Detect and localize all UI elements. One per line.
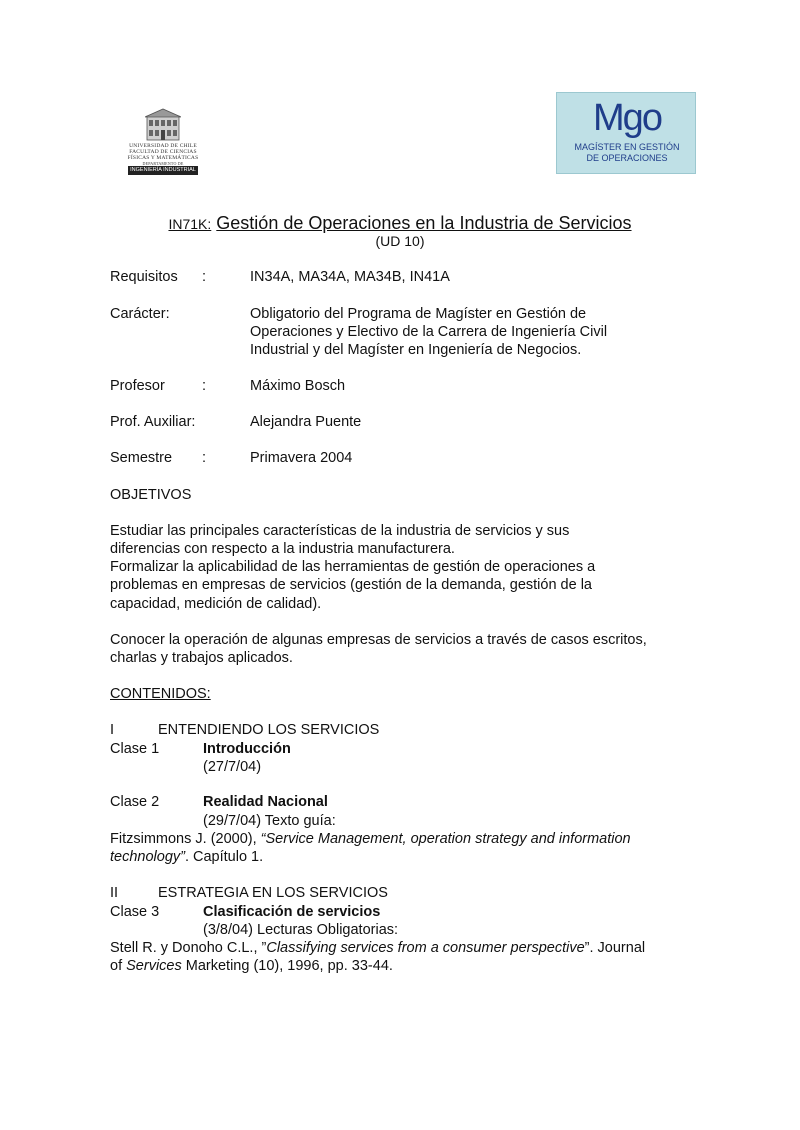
- university-logo: [120, 108, 206, 176]
- reference-title: Services: [126, 958, 182, 974]
- info-value: Máximo Bosch: [250, 378, 346, 394]
- info-label: Carácter:: [110, 306, 170, 322]
- objectives-line: Conocer la operación de algunas empresas de servicios a través de casos escritos,: [110, 632, 647, 648]
- course-units: (UD 10): [375, 233, 425, 249]
- class-date: (27/7/04): [203, 759, 262, 775]
- university-line: FÍSICAS Y MATEMÁTICAS: [127, 155, 199, 161]
- info-value: Alejandra Puente: [250, 414, 362, 430]
- info-label: Prof. Auxiliar:: [110, 414, 196, 430]
- reference-title: technology”: [110, 849, 185, 865]
- reference-line: [110, 848, 263, 866]
- section-title: ENTENDIENDO LOS SERVICIOS: [158, 722, 380, 738]
- reference-line: [110, 830, 631, 848]
- reference-text: Stell R. y Donoho C.L., ”: [110, 940, 267, 956]
- info-colon: :: [202, 269, 207, 285]
- class-label: Clase 2: [110, 794, 160, 810]
- section-number: I: [110, 722, 115, 738]
- class-label: Clase 3: [110, 904, 160, 920]
- reference-text: Fitzsimmons J. (2000),: [110, 831, 261, 847]
- info-label: Requisitos: [110, 269, 178, 285]
- university-building-icon: [145, 108, 181, 142]
- class-date: (29/7/04) Texto guía:: [203, 813, 336, 829]
- course-code: IN71K:: [168, 216, 212, 232]
- objectives-line: Formalizar la aplicabilidad de las herramientas de gestión de operaciones a: [110, 559, 596, 575]
- mgo-abbrev: Mgo: [593, 97, 661, 139]
- objectives-line: charlas y trabajos aplicados.: [110, 650, 293, 666]
- info-value: Obligatorio del Programa de Magíster en Gestión de: [250, 306, 587, 322]
- info-colon: :: [202, 450, 207, 466]
- info-value: Operaciones y Electivo de la Carrera de Ingeniería Civil: [250, 324, 608, 340]
- reference-line: [110, 957, 393, 975]
- info-value: IN34A, MA34A, MA34B, IN41A: [250, 269, 450, 285]
- class-date: (3/8/04) Lecturas Obligatorias:: [203, 922, 399, 938]
- reference-text: Marketing (10), 1996, pp. 33-44.: [181, 958, 393, 974]
- objectives-line: problemas en empresas de servicios (gestión de la demanda, gestión de la: [110, 577, 592, 593]
- reference-title: Classifying services from a consumer perspective: [266, 940, 585, 956]
- mgo-line2: DE OPERACIONES: [586, 153, 668, 163]
- info-value: Primavera 2004: [250, 450, 353, 466]
- info-colon: :: [202, 378, 207, 394]
- reference-title: “Service Management, operation strategy and information: [260, 831, 631, 847]
- section-title: ESTRATEGIA EN LOS SERVICIOS: [158, 885, 388, 901]
- university-line: UNIVERSIDAD DE CHILE: [129, 143, 197, 149]
- class-topic: Realidad Nacional: [203, 794, 328, 810]
- reference-text: of: [110, 958, 127, 974]
- mgo-logo: [556, 92, 696, 174]
- class-topic: Clasificación de servicios: [203, 904, 381, 920]
- objectives-line: diferencias con respecto a la industria manufacturera.: [110, 541, 455, 557]
- contents-heading: CONTENIDOS:: [110, 686, 211, 702]
- section-number: II: [110, 885, 119, 901]
- mgo-line1: MAGÍSTER EN GESTIÓN: [574, 142, 680, 152]
- department-bar: INGENIERÍA INDUSTRIAL: [128, 166, 198, 175]
- class-topic: Introducción: [203, 741, 291, 757]
- course-name: Gestión de Operaciones en la Industria de Servicios: [216, 213, 632, 233]
- objectives-heading: OBJETIVOS: [110, 487, 192, 503]
- reference-text: ”. Journal: [584, 940, 646, 956]
- class-label: Clase 1: [110, 741, 160, 757]
- objectives-line: capacidad, medición de calidad).: [110, 596, 322, 612]
- reference-line: [110, 939, 645, 957]
- objectives-line: Estudiar las principales características de la industria de servicios y sus: [110, 523, 570, 539]
- info-value: Industrial y del Magíster en Ingeniería de Negocios.: [250, 342, 582, 358]
- university-line: DEPARTAMENTO DE: [142, 161, 184, 166]
- info-label: Semestre: [110, 450, 173, 466]
- info-label: Profesor: [110, 378, 165, 394]
- reference-text: . Capítulo 1.: [184, 849, 264, 865]
- university-line: FACULTAD DE CIENCIAS: [129, 149, 197, 155]
